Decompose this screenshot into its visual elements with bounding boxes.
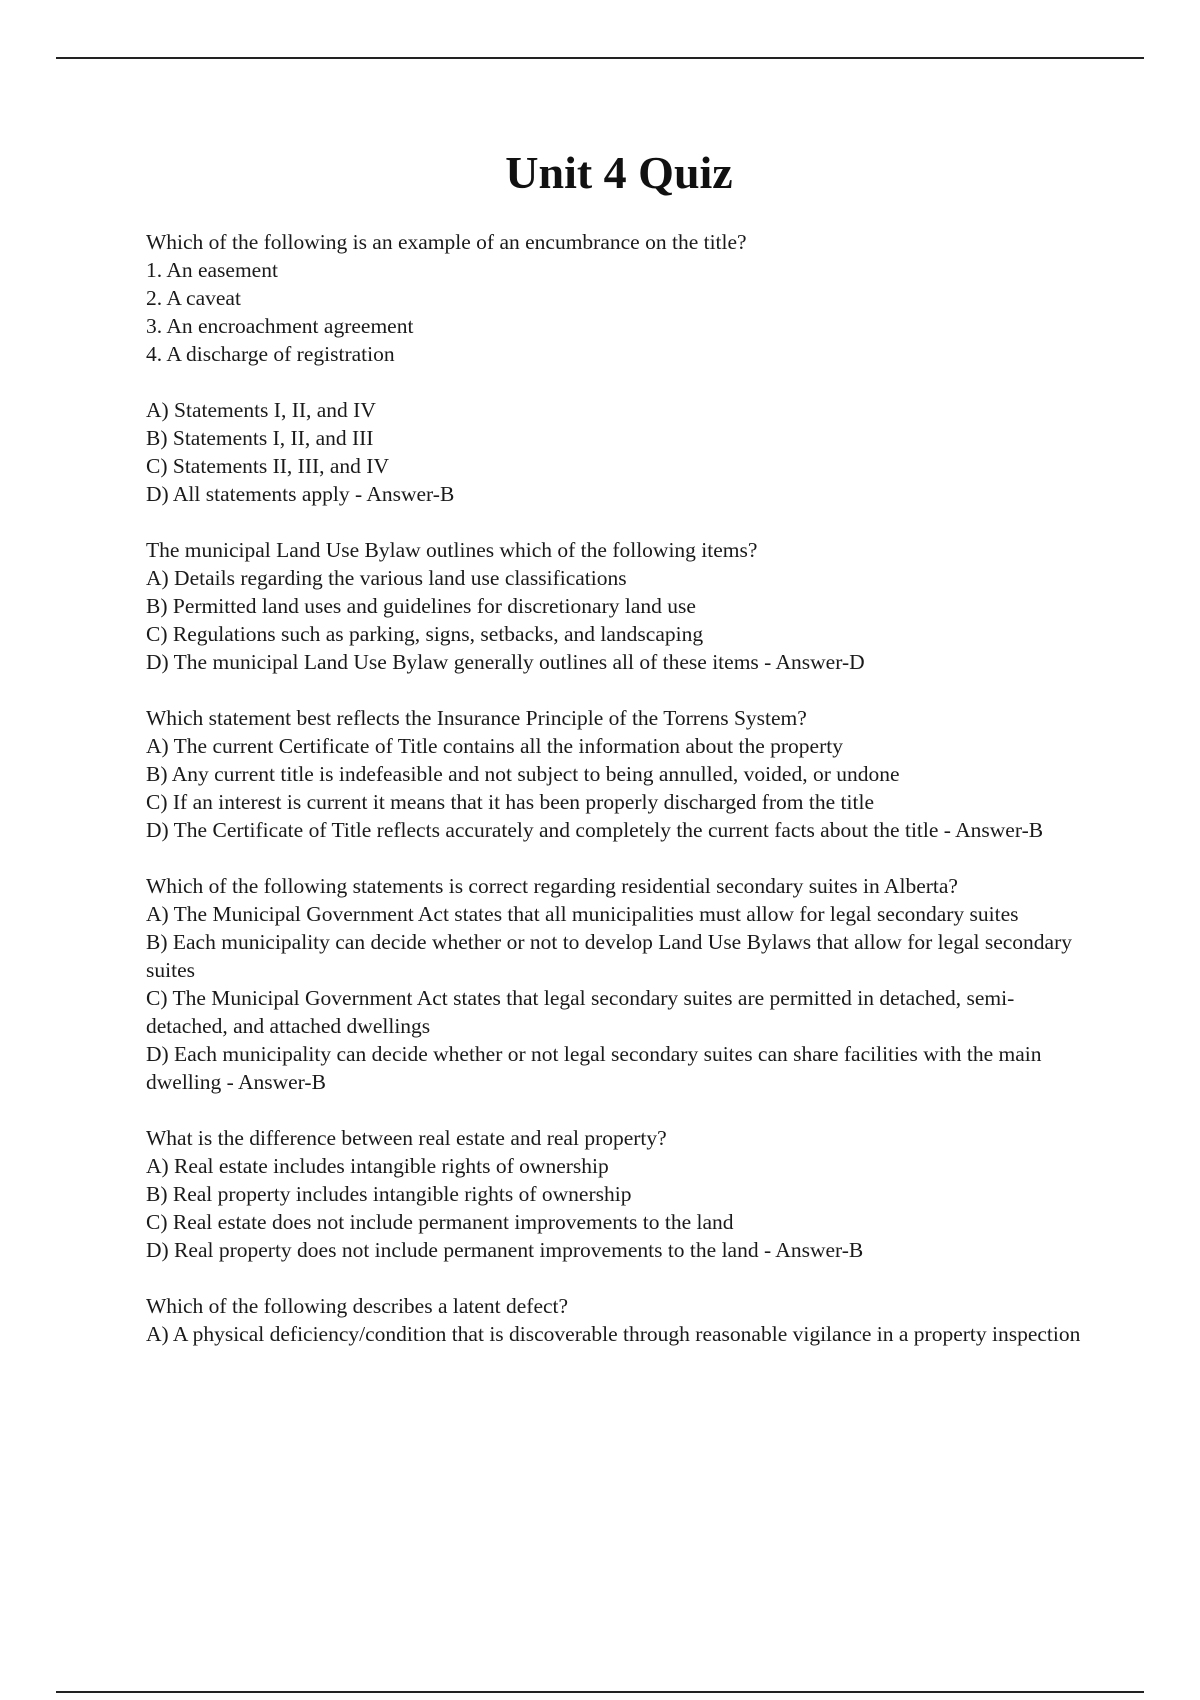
answer-option: C) If an interest is current it means that it has been properly discharged from the title: [146, 790, 874, 814]
answer-option: C) Statements II, III, and IV: [146, 454, 389, 478]
statement-item: 4. A discharge of registration: [146, 342, 395, 366]
answer-option: A) The Municipal Government Act states that all municipalities must allow for legal secondary suites: [146, 902, 1019, 926]
question-text: Which of the following describes a latent defect?: [146, 1294, 569, 1318]
answer-option: B) Real property includes intangible rights of ownership: [146, 1182, 632, 1206]
answer-option: D) All statements apply - Answer-B: [146, 482, 455, 506]
question-block: [146, 1292, 1096, 1348]
answer-option: A) A physical deficiency/condition that is discoverable through reasonable vigilance in a property inspection: [146, 1322, 1081, 1346]
answer-option: A) The current Certificate of Title contains all the information about the property: [146, 734, 843, 758]
answer-option: D) Real property does not include permanent improvements to the land - Answer-B: [146, 1238, 864, 1262]
answer-option: A) Real estate includes intangible rights of ownership: [146, 1154, 609, 1178]
answer-option: D) Each municipality can decide whether or not legal secondary suites can share facilities with the main dwelling - Answer-B: [146, 1042, 1042, 1094]
bottom-rule: [56, 1691, 1144, 1693]
question-text: The municipal Land Use Bylaw outlines which of the following items?: [146, 538, 758, 562]
answer-option: D) The Certificate of Title reflects accurately and completely the current facts about the title - Answer-B: [146, 818, 1044, 842]
answer-option: C) Regulations such as parking, signs, setbacks, and landscaping: [146, 622, 704, 646]
statement-item: 1. An easement: [146, 258, 278, 282]
statement-item: 3. An encroachment agreement: [146, 314, 414, 338]
answer-option: B) Any current title is indefeasible and not subject to being annulled, voided, or undone: [146, 762, 900, 786]
question-block: [146, 872, 1096, 1096]
answer-option: C) Real estate does not include permanent improvements to the land: [146, 1210, 734, 1234]
question-block: [146, 228, 1096, 368]
answer-option: D) The municipal Land Use Bylaw generally outlines all of these items - Answer-D: [146, 650, 865, 674]
answer-option: B) Statements I, II, and III: [146, 426, 374, 450]
answer-option: B) Each municipality can decide whether or not to develop Land Use Bylaws that allow for legal secondary suites: [146, 930, 1072, 982]
question-block: [146, 704, 1096, 844]
question-block: [146, 1124, 1096, 1264]
question-text: Which of the following is an example of an encumbrance on the title?: [146, 230, 747, 254]
answer-option: A) Details regarding the various land use classifications: [146, 566, 627, 590]
top-rule: [56, 57, 1144, 59]
question-text: Which of the following statements is correct regarding residential secondary suites in Alberta?: [146, 874, 958, 898]
statement-item: 2. A caveat: [146, 286, 241, 310]
page-title: Unit 4 Quiz: [505, 147, 733, 198]
question-text: Which statement best reflects the Insurance Principle of the Torrens System?: [146, 706, 807, 730]
quiz-content: [146, 228, 1096, 1376]
answer-options-block: [146, 396, 1096, 508]
answer-option: A) Statements I, II, and IV: [146, 398, 376, 422]
answer-option: B) Permitted land uses and guidelines for discretionary land use: [146, 594, 696, 618]
question-block: [146, 536, 1096, 676]
question-text: What is the difference between real estate and real property?: [146, 1126, 667, 1150]
answer-option: C) The Municipal Government Act states that legal secondary suites are permitted in detached, semi-detached, and attached dwellings: [146, 986, 1015, 1038]
